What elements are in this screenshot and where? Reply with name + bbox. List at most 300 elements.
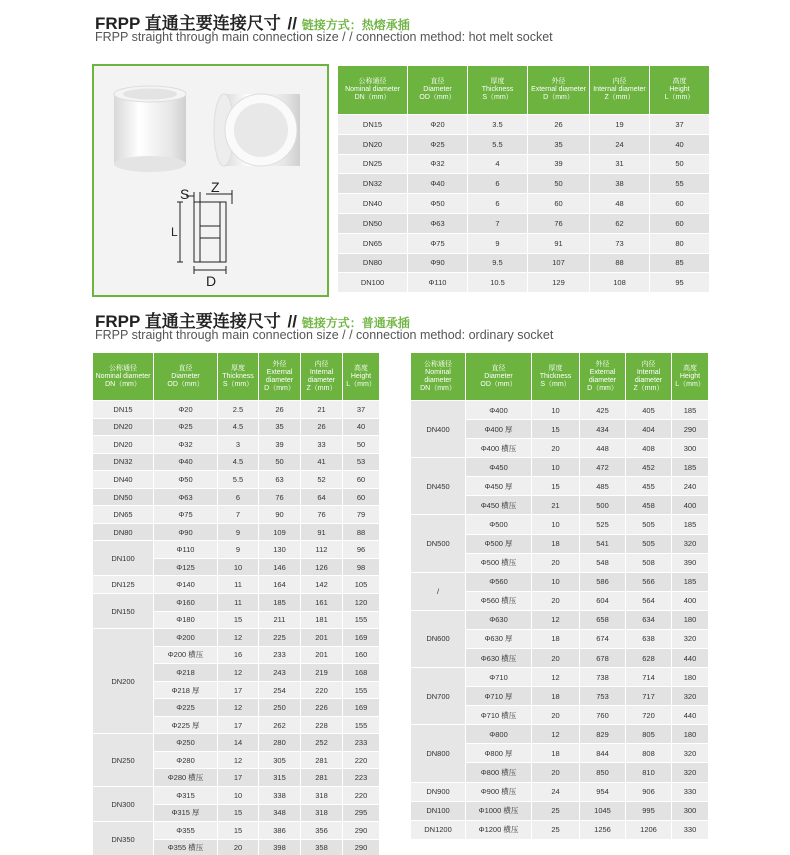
table-cell: 20 <box>532 706 580 725</box>
table-cell: 906 <box>626 782 672 801</box>
table-cell: 85 <box>650 253 710 273</box>
table-row <box>338 194 710 214</box>
table-cell: Φ20 <box>408 115 468 135</box>
dn-cell: DN600 <box>411 610 466 667</box>
dn-cell: DN150 <box>93 594 154 629</box>
table-cell: 390 <box>672 553 709 572</box>
table-cell: 844 <box>580 744 626 763</box>
table-row <box>338 154 710 174</box>
table-cell: 6 <box>218 488 259 506</box>
table-cell: 220 <box>343 787 380 805</box>
table-cell: 161 <box>301 594 343 612</box>
table-cell: 155 <box>343 611 380 629</box>
column-header-unit: D（mm） <box>543 94 574 101</box>
table-cell: 1206 <box>626 820 672 839</box>
table-cell: 3 <box>218 436 259 454</box>
column-header-unit: L（mm） <box>675 380 705 388</box>
table-cell: 472 <box>580 458 626 477</box>
table-cell: 50 <box>528 174 590 194</box>
table-cell: Φ500 厚 <box>466 534 532 553</box>
table-cell: 62 <box>590 213 650 233</box>
table-row <box>93 453 380 471</box>
table-cell: 15 <box>532 420 580 439</box>
table-cell: 358 <box>301 839 343 855</box>
table-cell: 185 <box>672 515 709 534</box>
table-row <box>93 629 380 647</box>
ordinary-socket-table-left <box>92 352 380 855</box>
table-cell: 181 <box>301 611 343 629</box>
dn-cell: DN125 <box>93 576 154 594</box>
table-cell: Φ630 <box>466 610 532 629</box>
table-cell: DN32 <box>338 174 408 194</box>
table-cell: Φ200 横压 <box>154 646 218 664</box>
table-cell: 50 <box>650 154 710 174</box>
table-cell: Φ25 <box>154 418 218 436</box>
column-header-unit: Z（mm） <box>604 94 635 101</box>
table-row <box>338 273 710 293</box>
table-cell: 548 <box>580 553 626 572</box>
table-cell: Φ400 横压 <box>466 439 532 458</box>
table-cell: 76 <box>528 213 590 233</box>
table-cell: 12 <box>218 699 259 717</box>
table-cell: 290 <box>343 839 380 855</box>
column-header-en: Nominal diameter <box>95 372 151 380</box>
table-cell: Φ400 厚 <box>466 420 532 439</box>
table-cell: 24 <box>532 782 580 801</box>
table-row <box>338 174 710 194</box>
table-cell: 63 <box>259 471 301 489</box>
table-cell: Φ710 横压 <box>466 706 532 725</box>
table-cell: Φ218 <box>154 664 218 682</box>
table-cell: Φ140 <box>154 576 218 594</box>
table-cell: 434 <box>580 420 626 439</box>
table-cell: 16 <box>218 646 259 664</box>
table-cell: 2.5 <box>218 401 259 419</box>
table-cell: 80 <box>650 233 710 253</box>
column-header-cn: 公称通径 <box>109 364 137 372</box>
table-cell: Φ25 <box>408 134 468 154</box>
table-cell: 281 <box>301 751 343 769</box>
column-header <box>218 353 259 401</box>
table-cell: 252 <box>301 734 343 752</box>
table-cell: Φ90 <box>408 253 468 273</box>
table-cell: 10 <box>532 572 580 591</box>
table-cell: 658 <box>580 610 626 629</box>
table-cell: 995 <box>626 801 672 820</box>
table-cell: 35 <box>528 134 590 154</box>
table-cell: 98 <box>343 558 380 576</box>
table-cell: 60 <box>528 194 590 214</box>
table-cell: 60 <box>650 194 710 214</box>
table-cell: Φ630 厚 <box>466 629 532 648</box>
table-cell: Φ280 <box>154 751 218 769</box>
dn-cell: DN40 <box>93 471 154 489</box>
table-cell: Φ50 <box>154 471 218 489</box>
table-cell: 37 <box>343 401 380 419</box>
table-row <box>411 515 709 534</box>
table-cell: 169 <box>343 629 380 647</box>
table-cell: 164 <box>259 576 301 594</box>
table-cell: 91 <box>528 233 590 253</box>
table-cell: 7 <box>468 213 528 233</box>
table-cell: DN100 <box>338 273 408 293</box>
table-cell: 109 <box>259 523 301 541</box>
table-cell: 508 <box>626 553 672 572</box>
table-cell: 64 <box>301 488 343 506</box>
table-cell: 604 <box>580 591 626 610</box>
table-cell: 398 <box>259 839 301 855</box>
table-cell: 60 <box>343 471 380 489</box>
dn-cell: DN700 <box>411 668 466 725</box>
table-row <box>338 213 710 233</box>
table-cell: 753 <box>580 687 626 706</box>
hot-melt-size-table <box>337 65 710 293</box>
table-cell: 219 <box>301 664 343 682</box>
table-cell: 33 <box>301 436 343 454</box>
table-cell: 448 <box>580 439 626 458</box>
table-cell: 201 <box>301 646 343 664</box>
dn-cell: DN500 <box>411 515 466 572</box>
table-cell: 505 <box>626 534 672 553</box>
table-cell: 24 <box>590 134 650 154</box>
table-cell: 15 <box>218 804 259 822</box>
table-cell: 290 <box>343 822 380 840</box>
table-cell: 810 <box>626 763 672 782</box>
dn-cell: DN250 <box>93 734 154 787</box>
column-header-unit: OD（mm） <box>419 94 456 101</box>
table-cell: 12 <box>532 725 580 744</box>
table-cell: Φ218 厚 <box>154 681 218 699</box>
table-cell: Φ32 <box>154 436 218 454</box>
table-cell: 280 <box>259 734 301 752</box>
table-cell: Φ110 <box>408 273 468 293</box>
product-image <box>92 64 329 297</box>
table-cell: Φ63 <box>154 488 218 506</box>
table-cell: 15 <box>532 477 580 496</box>
table-cell: 348 <box>259 804 301 822</box>
column-header-unit: L（mm） <box>346 380 376 388</box>
table-cell: Φ63 <box>408 213 468 233</box>
table-cell: 458 <box>626 496 672 515</box>
column-header-en: Thickness <box>481 86 514 93</box>
table-cell: 20 <box>532 763 580 782</box>
column-header-cn: 内径 <box>641 360 656 368</box>
column-header-en: Internal diameter <box>634 368 663 384</box>
table-row <box>93 576 380 594</box>
table-cell: Φ355 横压 <box>154 839 218 855</box>
column-header-unit: DN（mm） <box>354 94 391 101</box>
table-cell: 35 <box>259 418 301 436</box>
table-cell: 300 <box>672 439 709 458</box>
table-cell: 330 <box>672 820 709 839</box>
column-header-unit: D（mm） <box>264 384 295 392</box>
table-cell: 76 <box>259 488 301 506</box>
dn-cell: DN1200 <box>411 820 466 839</box>
column-header <box>93 353 154 401</box>
section2-slash: // <box>287 312 297 331</box>
table-cell: 7 <box>218 506 259 524</box>
column-header-unit: OD（mm） <box>480 380 517 388</box>
table-cell: Φ800 <box>466 725 532 744</box>
column-header-unit: OD（mm） <box>167 380 204 388</box>
column-header-en: Internal diameter <box>307 368 336 384</box>
table-row <box>411 820 709 839</box>
table-cell: 638 <box>626 629 672 648</box>
table-cell: 12 <box>532 610 580 629</box>
table-cell: 9 <box>468 233 528 253</box>
ordinary-socket-table-right <box>410 352 709 840</box>
table-cell: Φ900 横压 <box>466 782 532 801</box>
table-cell: 88 <box>343 523 380 541</box>
section2-title-text: FRPP 直通主要连接尺寸 <box>95 312 281 331</box>
label-l: L <box>171 225 178 239</box>
table-cell: 717 <box>626 687 672 706</box>
table-cell: 760 <box>580 706 626 725</box>
table-cell: 19 <box>590 115 650 135</box>
table-cell: 400 <box>672 496 709 515</box>
table-cell: 48 <box>590 194 650 214</box>
column-header-unit: DN（mm） <box>105 380 141 388</box>
table-cell: 541 <box>580 534 626 553</box>
table-cell: 18 <box>532 687 580 706</box>
column-header-unit: D（mm） <box>587 384 618 392</box>
column-header <box>466 353 532 401</box>
table-cell: 20 <box>218 839 259 855</box>
column-header-en: Thickness <box>539 372 572 380</box>
table-cell: Φ20 <box>154 401 218 419</box>
table-cell: 142 <box>301 576 343 594</box>
dn-cell: DN50 <box>93 488 154 506</box>
table-cell: 233 <box>343 734 380 752</box>
table-cell: 386 <box>259 822 301 840</box>
dn-cell: DN15 <box>93 401 154 419</box>
table-cell: Φ110 <box>154 541 218 559</box>
table-cell: 90 <box>259 506 301 524</box>
column-header-unit: L（mm） <box>664 94 695 101</box>
table-cell: DN50 <box>338 213 408 233</box>
table-cell: 425 <box>580 401 626 420</box>
table-row <box>411 668 709 687</box>
column-header-cn: 外径 <box>595 360 610 368</box>
table-cell: 829 <box>580 725 626 744</box>
table-cell: 452 <box>626 458 672 477</box>
table-cell: 180 <box>672 725 709 744</box>
column-header <box>650 66 710 115</box>
table-row <box>411 725 709 744</box>
table-row <box>338 233 710 253</box>
table-cell: 20 <box>532 591 580 610</box>
table-cell: Φ500 <box>466 515 532 534</box>
table-cell: 20 <box>532 649 580 668</box>
table-cell: 6 <box>468 194 528 214</box>
table-cell: 12 <box>218 664 259 682</box>
table-row <box>411 782 709 801</box>
table-cell: 17 <box>218 769 259 787</box>
table-row <box>338 134 710 154</box>
table-cell: 674 <box>580 629 626 648</box>
dn-cell: DN100 <box>411 801 466 820</box>
table-row <box>338 115 710 135</box>
dn-cell: / <box>411 572 466 610</box>
table-cell: 233 <box>259 646 301 664</box>
column-header-en: Nominal diameter <box>424 368 452 384</box>
table-cell: Φ710 厚 <box>466 687 532 706</box>
table-cell: 168 <box>343 664 380 682</box>
table-cell: 320 <box>672 744 709 763</box>
table-cell: 6 <box>468 174 528 194</box>
dn-cell: DN20 <box>93 436 154 454</box>
column-header-en: Height <box>679 372 701 380</box>
table-cell: 60 <box>650 213 710 233</box>
table-cell: 318 <box>301 787 343 805</box>
column-header-unit: Z（mm） <box>633 384 664 392</box>
table-cell: 525 <box>580 515 626 534</box>
table-cell: 26 <box>301 418 343 436</box>
table-cell: 185 <box>672 401 709 420</box>
table-cell: DN20 <box>338 134 408 154</box>
column-header-en: Nominal diameter <box>345 86 400 93</box>
table-cell: 12 <box>218 751 259 769</box>
table-cell: 10 <box>532 515 580 534</box>
table-cell: 330 <box>672 782 709 801</box>
table-cell: 17 <box>218 716 259 734</box>
table-cell: 5.5 <box>218 471 259 489</box>
column-header <box>301 353 343 401</box>
table-cell: Φ800 横压 <box>466 763 532 782</box>
table-cell: 320 <box>672 629 709 648</box>
table-cell: 505 <box>626 515 672 534</box>
table-cell: 225 <box>259 629 301 647</box>
table-row <box>338 253 710 273</box>
table-cell: 714 <box>626 668 672 687</box>
table-cell: Φ500 横压 <box>466 553 532 572</box>
table-row <box>93 523 380 541</box>
column-header <box>468 66 528 115</box>
table-cell: 39 <box>528 154 590 174</box>
section2-method: 链接方式：普通承插 <box>301 316 410 330</box>
table-row <box>93 436 380 454</box>
table-cell: Φ50 <box>408 194 468 214</box>
table-row <box>93 418 380 436</box>
table-cell: Φ560 <box>466 572 532 591</box>
table-cell: 21 <box>532 496 580 515</box>
column-header <box>343 353 380 401</box>
dn-cell: DN800 <box>411 725 466 782</box>
table-cell: Φ1200 横压 <box>466 820 532 839</box>
table-cell: DN15 <box>338 115 408 135</box>
table-cell: 634 <box>626 610 672 629</box>
table-cell: 88 <box>590 253 650 273</box>
table-cell: 107 <box>528 253 590 273</box>
table-cell: 408 <box>626 439 672 458</box>
table-cell: 185 <box>259 594 301 612</box>
column-header-cn: 厚度 <box>490 78 505 85</box>
table-row <box>411 458 709 477</box>
table-cell: 10 <box>218 558 259 576</box>
column-header-cn: 直径 <box>491 364 506 372</box>
table-cell: 1256 <box>580 820 626 839</box>
table-cell: 262 <box>259 716 301 734</box>
column-header-cn: 公称通径 <box>358 78 387 85</box>
table-cell: 954 <box>580 782 626 801</box>
section1-method: 链接方式：热熔承插 <box>301 18 410 32</box>
table-cell: 15 <box>218 611 259 629</box>
table-cell: 185 <box>672 458 709 477</box>
table-cell: 18 <box>532 629 580 648</box>
table-row <box>411 401 709 420</box>
column-header-cn: 高度 <box>354 364 368 372</box>
table-cell: Φ800 厚 <box>466 744 532 763</box>
table-cell: 10 <box>532 401 580 420</box>
dn-cell: DN200 <box>93 629 154 734</box>
table-cell: 155 <box>343 681 380 699</box>
table-cell: 25 <box>532 801 580 820</box>
table-row <box>93 822 380 840</box>
table-cell: DN80 <box>338 253 408 273</box>
table-cell: 76 <box>301 506 343 524</box>
table-cell: 281 <box>301 769 343 787</box>
table-cell: Φ32 <box>408 154 468 174</box>
table-row <box>93 488 380 506</box>
table-cell: 586 <box>580 572 626 591</box>
table-cell: 295 <box>343 804 380 822</box>
table-cell: 37 <box>650 115 710 135</box>
table-cell: 12 <box>532 668 580 687</box>
dn-cell: DN350 <box>93 822 154 855</box>
column-header-cn: 内径 <box>612 78 627 85</box>
column-header-cn: 外径 <box>272 360 287 368</box>
table-cell: 290 <box>672 420 709 439</box>
column-header-cn: 厚度 <box>548 364 563 372</box>
table-cell: 9 <box>218 523 259 541</box>
table-cell: 850 <box>580 763 626 782</box>
column-header <box>672 353 709 401</box>
dn-cell: DN100 <box>93 541 154 576</box>
table-cell: 320 <box>672 534 709 553</box>
table-cell: 55 <box>650 174 710 194</box>
table-cell: Φ450 横压 <box>466 496 532 515</box>
table-cell: 220 <box>343 751 380 769</box>
table-cell: 440 <box>672 649 709 668</box>
table-cell: 10.5 <box>468 273 528 293</box>
table-cell: 96 <box>343 541 380 559</box>
table-cell: 20 <box>532 439 580 458</box>
table-cell: 160 <box>343 646 380 664</box>
table-cell: 3.5 <box>468 115 528 135</box>
table-cell: 17 <box>218 681 259 699</box>
table-cell: Φ355 <box>154 822 218 840</box>
table-cell: 50 <box>259 453 301 471</box>
table-cell: 50 <box>343 436 380 454</box>
table-cell: 315 <box>259 769 301 787</box>
table-cell: Φ710 <box>466 668 532 687</box>
table-cell: 18 <box>532 744 580 763</box>
table-cell: 5.5 <box>468 134 528 154</box>
table-row <box>93 541 380 559</box>
dn-cell: DN900 <box>411 782 466 801</box>
column-header-cn: 内径 <box>314 360 329 368</box>
table-cell: 38 <box>590 174 650 194</box>
table-cell: 211 <box>259 611 301 629</box>
dn-cell: DN450 <box>411 458 466 515</box>
column-header-cn: 厚度 <box>231 364 245 372</box>
table-cell: 1045 <box>580 801 626 820</box>
table-cell: DN25 <box>338 154 408 174</box>
column-header <box>590 66 650 115</box>
table-cell: 180 <box>672 668 709 687</box>
table-cell: 20 <box>532 553 580 572</box>
table-cell: Φ315 厚 <box>154 804 218 822</box>
